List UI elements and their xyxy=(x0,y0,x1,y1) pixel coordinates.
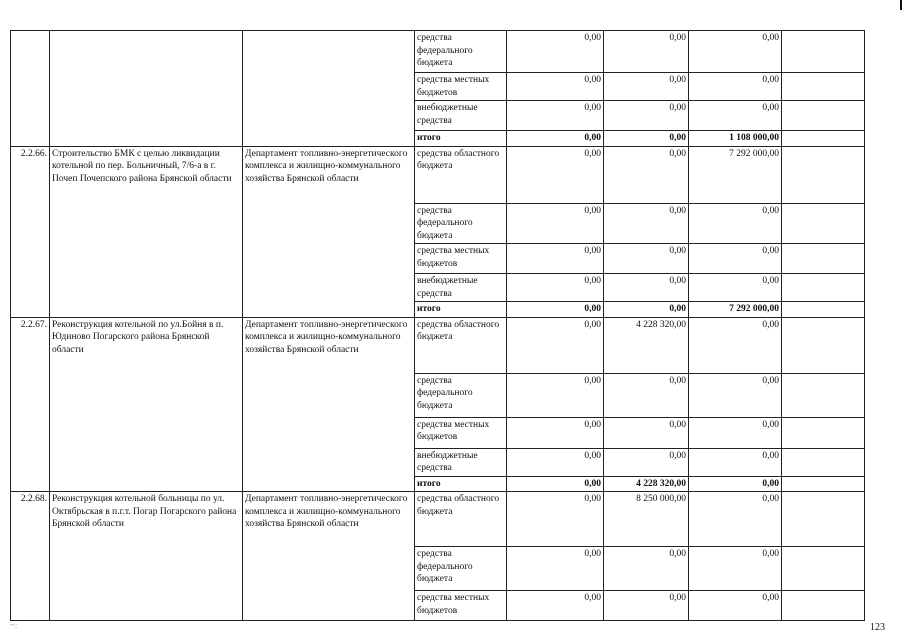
empty-cell xyxy=(782,131,865,147)
value-cell: 0,00 xyxy=(604,131,689,147)
empty-cell xyxy=(782,591,865,621)
value-cell: 7 292 000,00 xyxy=(689,302,782,318)
value-cell: 0,00 xyxy=(689,73,782,101)
empty-cell xyxy=(782,448,865,476)
table-row xyxy=(11,146,865,203)
value-cell: 0,00 xyxy=(689,417,782,448)
empty-cell xyxy=(782,274,865,302)
empty-cell xyxy=(782,476,865,492)
value-cell: 0,00 xyxy=(507,591,604,621)
empty-cell xyxy=(782,302,865,318)
total-label: итого xyxy=(415,131,507,147)
source-cell: средства местных бюджетов xyxy=(415,417,507,448)
value-cell: 0,00 xyxy=(689,547,782,591)
table-body xyxy=(11,31,865,621)
value-cell: 0,00 xyxy=(507,476,604,492)
source-cell: средства федерального бюджета xyxy=(415,547,507,591)
value-cell: 0,00 xyxy=(507,101,604,131)
source-cell: средства областного бюджета xyxy=(415,317,507,373)
value-cell: 0,00 xyxy=(604,73,689,101)
value-cell: 0,00 xyxy=(604,274,689,302)
total-label: итого xyxy=(415,476,507,492)
value-cell: 0,00 xyxy=(604,244,689,274)
source-cell: средства федерального бюджета xyxy=(415,373,507,417)
value-cell: 0,00 xyxy=(689,101,782,131)
value-cell: 0,00 xyxy=(689,448,782,476)
value-cell: 0,00 xyxy=(604,146,689,203)
value-cell: 0,00 xyxy=(689,203,782,244)
source-cell: средства местных бюджетов xyxy=(415,591,507,621)
value-cell: 1 108 000,00 xyxy=(689,131,782,147)
value-cell: 7 292 000,00 xyxy=(689,146,782,203)
empty-cell xyxy=(782,101,865,131)
empty-cell xyxy=(782,146,865,203)
page-number: 123 xyxy=(870,622,885,633)
item-department: Департамент топливно-энергетического комплекса и жилищно-коммунального хозяйства Брянской области xyxy=(243,146,415,317)
empty-cell xyxy=(782,73,865,101)
source-cell: средства местных бюджетов xyxy=(415,73,507,101)
value-cell: 4 228 320,00 xyxy=(604,317,689,373)
value-cell: 0,00 xyxy=(507,274,604,302)
item-name: Строительство БМК с целью ликвидации котельной по пер. Больничный, 7/6-а в г. Почеп Почепского района Брянской области xyxy=(50,146,243,317)
empty-cell xyxy=(782,244,865,274)
empty-cell xyxy=(782,492,865,547)
edge-mark xyxy=(900,0,902,10)
corner-mark: ~: xyxy=(10,620,18,630)
value-cell: 0,00 xyxy=(604,448,689,476)
table-row xyxy=(11,31,865,73)
value-cell: 0,00 xyxy=(604,203,689,244)
item-name: Реконструкция котельной больницы по ул. Октябрьская в п.г.т. Погар Погарского района Брянской области xyxy=(50,492,243,621)
continued-cell xyxy=(50,31,243,147)
item-code: 2.2.67. xyxy=(11,317,50,492)
continued-cell xyxy=(243,31,415,147)
value-cell: 0,00 xyxy=(507,448,604,476)
value-cell: 0,00 xyxy=(689,31,782,73)
value-cell: 0,00 xyxy=(507,373,604,417)
source-cell: внебюджетные средства xyxy=(415,101,507,131)
value-cell: 0,00 xyxy=(604,417,689,448)
source-cell: средства федерального бюджета xyxy=(415,31,507,73)
empty-cell xyxy=(782,417,865,448)
source-cell: внебюджетные средства xyxy=(415,274,507,302)
value-cell: 0,00 xyxy=(507,73,604,101)
value-cell: 0,00 xyxy=(507,547,604,591)
item-code: 2.2.66. xyxy=(11,146,50,317)
continued-cell xyxy=(11,31,50,147)
source-cell: средства областного бюджета xyxy=(415,492,507,547)
value-cell: 0,00 xyxy=(604,31,689,73)
value-cell: 0,00 xyxy=(689,274,782,302)
empty-cell xyxy=(782,547,865,591)
value-cell: 4 228 320,00 xyxy=(604,476,689,492)
value-cell: 0,00 xyxy=(689,244,782,274)
value-cell: 0,00 xyxy=(507,317,604,373)
value-cell: 0,00 xyxy=(689,492,782,547)
empty-cell xyxy=(782,317,865,373)
table-row xyxy=(11,492,865,547)
value-cell: 0,00 xyxy=(507,31,604,73)
value-cell: 0,00 xyxy=(507,131,604,147)
value-cell: 8 250 000,00 xyxy=(604,492,689,547)
value-cell: 0,00 xyxy=(604,302,689,318)
source-cell: средства федерального бюджета xyxy=(415,203,507,244)
value-cell: 0,00 xyxy=(689,591,782,621)
item-department: Департамент топливно-энергетического комплекса и жилищно-коммунального хозяйства Брянской области xyxy=(243,317,415,492)
source-cell: средства местных бюджетов xyxy=(415,244,507,274)
value-cell: 0,00 xyxy=(604,547,689,591)
value-cell: 0,00 xyxy=(507,492,604,547)
table-row xyxy=(11,317,865,373)
value-cell: 0,00 xyxy=(507,146,604,203)
empty-cell xyxy=(782,373,865,417)
empty-cell xyxy=(782,203,865,244)
source-cell: внебюджетные средства xyxy=(415,448,507,476)
value-cell: 0,00 xyxy=(689,373,782,417)
item-department: Департамент топливно-энергетического комплекса и жилищно-коммунального хозяйства Брянской области xyxy=(243,492,415,621)
value-cell: 0,00 xyxy=(507,417,604,448)
value-cell: 0,00 xyxy=(604,373,689,417)
source-cell: средства областного бюджета xyxy=(415,146,507,203)
value-cell: 0,00 xyxy=(604,591,689,621)
value-cell: 0,00 xyxy=(507,302,604,318)
value-cell: 0,00 xyxy=(507,203,604,244)
total-label: итого xyxy=(415,302,507,318)
value-cell: 0,00 xyxy=(507,244,604,274)
value-cell: 0,00 xyxy=(689,476,782,492)
value-cell: 0,00 xyxy=(689,317,782,373)
item-name: Реконструкция котельной по ул.Бойня в п. Юдиново Погарского района Брянской области xyxy=(50,317,243,492)
item-code: 2.2.68. xyxy=(11,492,50,621)
funding-table xyxy=(10,30,865,621)
empty-cell xyxy=(782,31,865,73)
value-cell: 0,00 xyxy=(604,101,689,131)
